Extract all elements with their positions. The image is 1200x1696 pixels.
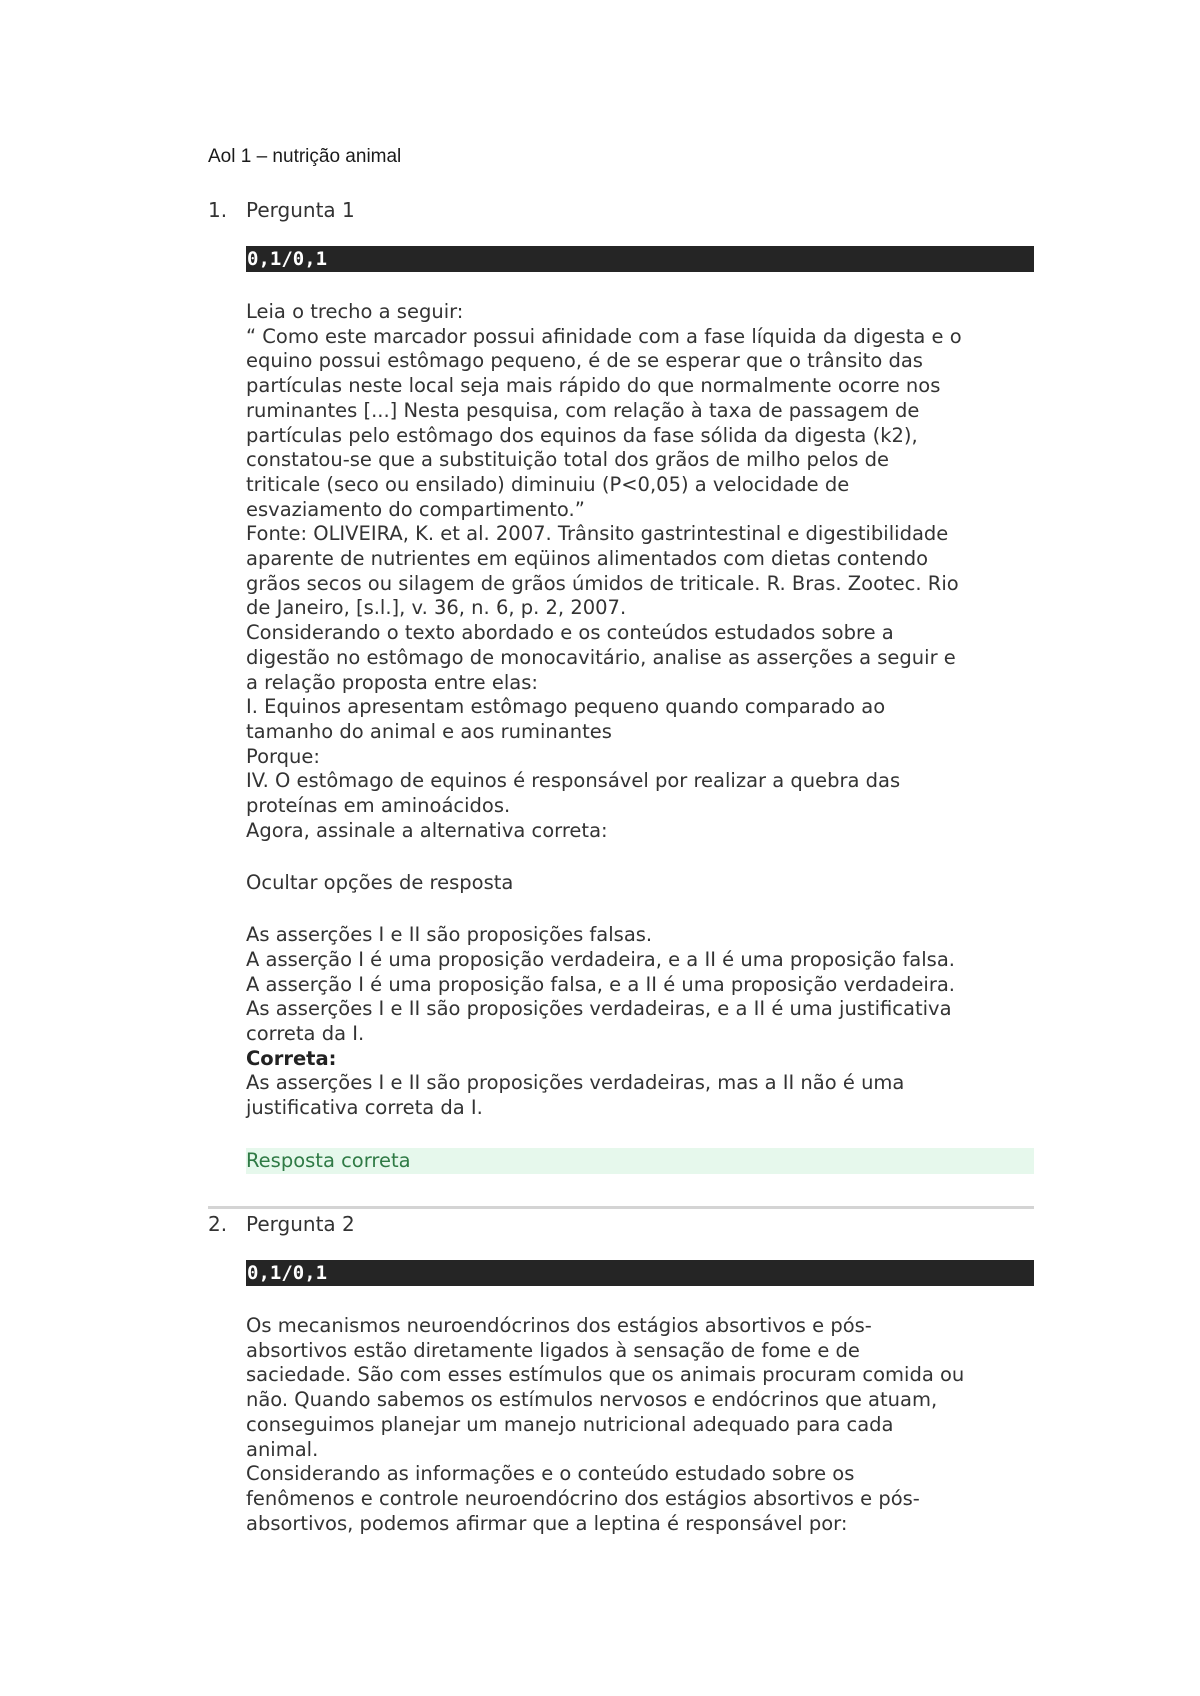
question-number: 1. <box>208 198 228 222</box>
question-stem: Leia o trecho a seguir: “ Como este marcador possui afinidade com a fase líquida da digesta e o equino possui estômago pequeno, é de se esperar que o trânsito das partículas neste local seja mais rápido do que normalmente ocorre nos ruminantes [...] Nesta pesquisa, com relação à taxa de passagem de partículas pelo estômago dos equinos da fase sólida da digesta (k2), constatou-se que a substituição total dos grãos de milho pelos de triticale (seco ou ensilado) diminuiu (P<0,05) a velocidade de esvaziamento do compartimento.” Fonte: OLIVEIRA, K. et al. 2007. Trânsito gastrintestinal e digestibilidade aparente de nutrientes em eqüinos alimentados com dietas contendo grãos secos ou silagem de grãos úmidos de triticale. R. Bras. Zootec. Rio de Janeiro, [s.l.], v. 36, n. 6, p. 2, 2007. Considerando o texto abordado e os conteúdos estudados sobre a digestão no estômago de monocavitário, analise as asserções a seguir e a relação proposta entre elas: I. Equinos apresentam estômago pequeno quando comparado ao tamanho do animal e aos ruminantes Porque: IV. O estômago de equinos é responsável por realizar a quebra das proteínas em aminoácidos. Agora, assinale a alternativa correta: <box>246 300 962 842</box>
correct-answer-option[interactable]: As asserções I e II são proposições verdadeiras, mas a II não é uma justificativa correta da I. <box>246 1071 905 1120</box>
question-2 <box>208 1212 1034 1536</box>
question-stem: Os mecanismos neuroendócrinos dos estágios absortivos e pós- absortivos estão diretamente ligados à sensação de fome e de saciedade. São com esses estímulos que os animais procuram comida ou não. Quando sabemos os estímulos nervosos e endócrinos que atuam, conseguimos planejar um manejo nutricional adequado para cada animal. Considerando as informações e o conteúdo estudado sobre os fenômenos e controle neuroendócrino dos estágios absortivos e pós- absortivos, podemos afirmar que a leptina é responsável por: <box>246 1314 965 1535</box>
answer-feedback: Resposta correta <box>246 1148 1034 1174</box>
answer-option[interactable]: A asserção I é uma proposição verdadeira, e a II é uma proposição falsa. <box>246 947 955 971</box>
score-bar: 0,1/0,1 <box>246 246 1034 272</box>
question-header <box>208 198 1034 230</box>
hide-options-toggle[interactable]: Ocultar opções de resposta <box>246 871 514 895</box>
question-body <box>246 246 1034 1174</box>
answer-option[interactable]: A asserção I é uma proposição falsa, e a II é uma proposição verdadeira. <box>246 972 955 996</box>
question-1 <box>208 198 1034 1174</box>
question-number: 2. <box>208 1212 228 1236</box>
question-title: Pergunta 2 <box>246 1212 355 1236</box>
question-body <box>246 1260 1034 1536</box>
question-divider <box>208 1206 1034 1209</box>
question-header <box>208 1212 1034 1244</box>
answer-option[interactable]: As asserções I e II são proposições verdadeiras, e a II é uma justificativa correta da I. <box>246 997 952 1045</box>
score-bar: 0,1/0,1 <box>246 1260 1034 1286</box>
question-title: Pergunta 1 <box>246 198 355 222</box>
answer-option[interactable]: As asserções I e II são proposições falsas. <box>246 923 653 947</box>
answer-options <box>246 923 1034 1121</box>
document-title: Aol 1 – nutrição animal <box>208 146 402 167</box>
correct-label: Correta: <box>246 1046 337 1070</box>
